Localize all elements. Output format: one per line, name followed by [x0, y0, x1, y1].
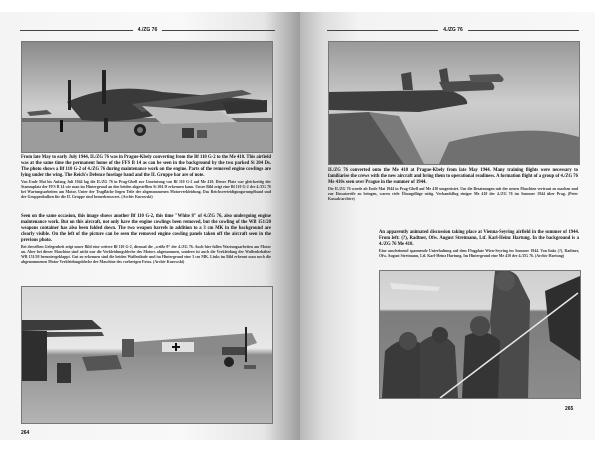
caption-block-2	[21, 214, 271, 265]
running-head-title: 4./ZG 76	[137, 27, 158, 33]
photo-crew-discussion	[379, 270, 581, 399]
crew-photo	[380, 271, 580, 398]
aircraft-photo-me410	[329, 42, 579, 164]
photo-me410-formation	[328, 41, 580, 165]
page-number-left: 264	[21, 430, 30, 436]
caption-german: Bei derselben Gelegenheit zeigt unser Bild eine weitere Bf 110 G-2, diesmal die „weiße 8“ der 4./ZG 76. Auch hier fallen Wartungsarbeiten am Motor an. Aber bei dieser Maschine sind nicht nur die Verkleidungsbleche des Motors abgenommen, sondern ist auch die Verkleidung der Waffenbehälter WB 151/20 heruntergeklappt. Gut zu erkennen sind die beiden Waffenläufe und im Hintergrund eine 3 cm MK. Links im Bild erkennt man noch die abgenommenen Motor Verkleidungsbleche der Maschine des vorherigen Fotos. (Archiv Kurowski)	[21, 245, 271, 264]
header-rule	[162, 30, 275, 31]
left-page	[0, 12, 300, 440]
caption-english: Seen on the same occasion, this image shows another Bf 110 G-2, this time "White 8" of 4./ZG 76, also undergoing engine maintenance work. But on this aircraft, not only have the engine cowlings been removed, but the cowling of the WB 151/20 weapons container has also been folded down. The two weapon barrels in addition to a 3 cm MK in the background are clearly visible. On the left of the picture can be seen the removed engine cowling panels taken off the aircraft seen in the previous photo.	[21, 214, 271, 243]
caption-block-4	[379, 230, 579, 259]
running-head-left	[20, 26, 275, 34]
caption-english: From late May to early July 1944, II./ZG 76 was in Prague-Kbely converting from the Bf 110 G-2 to the Me 410. This airfield was at the same time the permanent home of the FFS B 14 as can be seen in the background by the two parked Si 204 Ds. The photo shows a Bf 110 G-2 of 4./ZG 76 during maintenance work on the engine. Parts of the removed engine cowlings are lying under the wing. The Reich's Defence fuselage band and the II. Gruppe bar are of note.	[21, 155, 271, 178]
header-rule	[468, 30, 579, 31]
caption-english: An apparently animated discussion taking place at Vienna-Seyring airfield in the summer of 1944. From left: (?), Radtner, Ofw. August Stretmann, Ltf. Karl-Heinz Hartung. In the background is a 4./ZG 76 Me 410.	[379, 230, 579, 247]
caption-block-1	[21, 155, 271, 200]
header-rule	[20, 30, 133, 31]
caption-block-3	[328, 168, 578, 202]
photo-bf110-maintenance	[21, 41, 273, 153]
running-head-right	[327, 26, 579, 34]
caption-english: II./ZG 76 converted onto the Me 410 at Prague-Kbely from late May 1944. Many training flights were necessary to familiarise the crews with the new aircraft and bring them to operational readiness. A formation flight of a group of 4./ZG 76 Me 410s seen over Prague in the summer of 1944.	[328, 168, 578, 185]
header-rule	[327, 30, 438, 31]
aircraft-photo-bf110	[22, 42, 272, 152]
photo-bf110-white-8	[21, 286, 273, 424]
caption-german: Von Ende Mai bis Anfang Juli 1944 lag die II./ZG 76 in Prag-Gbell zur Umrüstung von Bf 110 G-2 auf Me 410. Dieser Platz war gleichzeitig der Stammplatz der FFS B 14 wie man im Hintergrund an den beiden abgestellten Si 204 D erkennen kann. Unser Bild zeigt eine Bf 110 G-2 der 4./ZG 76 bei Wartungsarbeiten am Motor. Unter der Tragfläche liegen Teile der abgenommenen Motorverkleidung. Das Reichsverteidigungsrumpfband und der Gruppenbalken für die II. Gruppe sind bemerkenswert. (Archiv Kurowski)	[21, 180, 271, 199]
running-head-title: 4./ZG 76	[443, 27, 463, 33]
caption-german: Die II./ZG 76 wurde ab Ende Mai 1944 in Prag-Gbell auf Me 410 umgerüstet. Um die Besatzungen mit der neuen Maschine vertraut zu machen und zur Einsatzreife zu bringen, waren viele Übungsflüge nötig. Verbandsflug einiger Me 410 der 4./ZG 76 im Sommer 1944 über Prag. (Peter Kassak/archive)	[328, 187, 578, 201]
right-page	[300, 12, 595, 440]
page-number-right: 265	[565, 406, 574, 412]
aircraft-photo-white-8	[22, 287, 272, 423]
caption-german: Eine anscheinend spannende Unterhaltung auf dem Flugplatz Wien-Seyring im Sommer 1944. Von links (?), Radtner, Ofw. August Stretmann, Ltf. Karl-Heinz Hartung. Im Hintergrund eine Me 410 der 4./ZG 76. (Archiv Hartung)	[379, 249, 579, 258]
